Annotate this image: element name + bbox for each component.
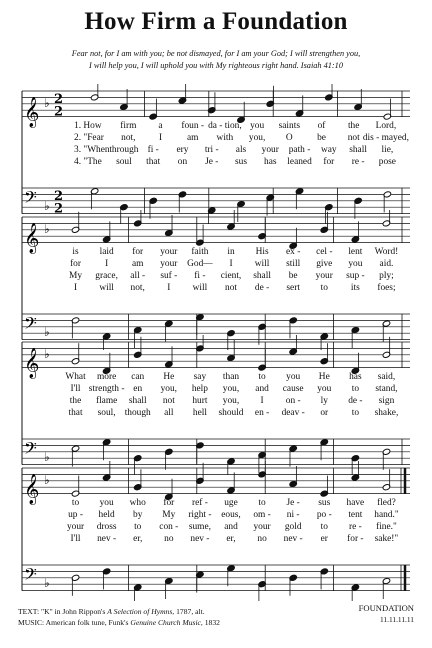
lyric-syllable: O — [285, 133, 293, 143]
lyric-syllable: nev - — [283, 534, 303, 544]
lyric-syllable: re - — [348, 522, 362, 532]
lyric-syllable: lie, — [381, 145, 394, 155]
lyric-syllable: cause — [282, 384, 304, 394]
lyric-syllable: shall — [253, 271, 271, 281]
lyric-syllable: help — [191, 384, 208, 394]
lyric-syllable: 2. "Fear — [74, 133, 104, 143]
lyric-syllable: I — [158, 133, 163, 143]
lyric-syllable: fi - — [194, 271, 206, 281]
tune-name: FOUNDATION — [358, 603, 414, 613]
lyric-syllable: shake, — [374, 408, 399, 418]
lyric-syllable: sup - — [346, 271, 365, 281]
flat-key-signature-icon: ♭ — [44, 221, 50, 236]
lyric-syllable: Lord, — [375, 121, 397, 131]
lyric-syllable: more — [96, 372, 117, 382]
lyric-syllable: that — [68, 408, 83, 418]
lyric-syllable: you — [99, 498, 114, 508]
lyric-syllable: ly — [320, 396, 328, 406]
lyric-syllable: sume, — [188, 522, 211, 532]
lyric-syllable: grace, — [95, 271, 118, 281]
lyric-syllable: am — [131, 259, 144, 269]
bass-clef-icon: 𝄢 — [24, 186, 37, 211]
lyric-syllable: you, — [222, 384, 240, 394]
lyric-syllable: for — [70, 259, 81, 269]
lyric-syllable: 4. "The — [74, 157, 102, 167]
hymn-title: How Firm a Foundation — [84, 8, 348, 35]
lyric-syllable: de - — [254, 283, 270, 293]
lyric-syllable: suf - — [160, 271, 178, 281]
lyric-syllable: have — [346, 498, 365, 508]
lyric-syllable: am — [186, 133, 199, 143]
lyric-syllable: en - — [254, 408, 270, 418]
lyric-syllable: 3. "When — [74, 145, 110, 155]
lyric-syllable: nev - — [97, 534, 117, 544]
lyric-syllable: foes; — [377, 283, 396, 293]
lyric-syllable: in — [227, 247, 235, 257]
lyric-syllable: ref - — [191, 498, 208, 508]
flat-key-signature-icon: ♭ — [44, 95, 50, 110]
lyric-syllable: hand." — [374, 510, 399, 520]
treble-clef-icon: 𝄞 — [24, 97, 40, 128]
epigraph-line-2: I will help you, I will uphold you with My righteous right hand. Isaiah 41:10 — [89, 61, 343, 70]
lyric-syllable: I — [73, 283, 78, 293]
lyric-syllable: on — [177, 157, 188, 167]
lyric-syllable: can — [131, 372, 145, 382]
lyric-syllable: and — [255, 384, 269, 394]
lyric-syllable: fine." — [376, 522, 397, 532]
lyric-syllable: nev - — [190, 534, 210, 544]
lyric-syllable: sign — [378, 396, 395, 406]
bass-clef-icon: 𝄢 — [24, 563, 37, 588]
lyric-syllable: shall — [128, 396, 147, 406]
lyric-syllable: My — [69, 271, 83, 281]
lyric-syllable: to — [134, 522, 142, 532]
time-signature-bottom: 2 — [54, 104, 64, 120]
lyric-syllable: I'll — [70, 534, 81, 544]
lyric-syllable: your — [66, 522, 85, 532]
treble-clef-icon: 𝄞 — [24, 348, 40, 379]
lyric-syllable: eous, — [221, 510, 241, 520]
lyric-syllable: ex - — [286, 247, 301, 257]
lyric-syllable: sus — [235, 157, 247, 167]
lyric-syllable: strength - — [88, 384, 125, 394]
lyric-syllable: om - — [253, 510, 271, 520]
lyric-syllable: foun - — [181, 121, 205, 131]
time-signature-top: 2 — [54, 188, 64, 204]
lyric-syllable: Je - — [205, 157, 219, 167]
credits-block — [18, 606, 220, 628]
lyric-syllable: up - — [68, 510, 83, 520]
lyric-syllable: for - — [347, 534, 364, 544]
lyric-syllable: with — [216, 133, 234, 143]
lyric-syllable: not — [225, 283, 237, 293]
lyric-syllable: He — [318, 372, 330, 382]
lyric-syllable: gold — [284, 522, 302, 532]
lyric-syllable: is — [72, 247, 79, 257]
treble-clef-icon: 𝄞 — [24, 223, 40, 254]
flat-key-signature-icon: ♭ — [44, 472, 50, 487]
flat-key-signature-icon: ♭ — [44, 576, 50, 591]
lyric-syllable: to — [258, 372, 266, 382]
lyric-syllable: stand, — [375, 384, 398, 394]
lyric-syllable: I — [229, 259, 233, 269]
lyric-syllable: not, — [130, 283, 145, 293]
lyric-syllable: held — [98, 510, 115, 520]
flat-key-signature-icon: ♭ — [44, 450, 50, 465]
lyric-syllable: soul — [116, 157, 132, 167]
lyric-syllable: not — [347, 133, 360, 143]
staff-svg — [0, 335, 432, 475]
lyric-syllable: for — [323, 157, 335, 167]
lyric-syllable: shall — [349, 145, 367, 155]
lyric-syllable: for — [132, 247, 144, 257]
lyric-syllable: to — [351, 408, 360, 418]
lyric-syllable: not — [162, 396, 175, 406]
lyric-syllable: er — [320, 534, 328, 544]
lyric-syllable: fled? — [377, 498, 396, 508]
lyric-syllable: He — [163, 372, 175, 382]
lyric-syllable: po - — [316, 510, 332, 520]
lyric-syllable: for — [163, 498, 175, 508]
lyric-syllable: will — [254, 259, 270, 269]
flat-key-signature-icon: ♭ — [44, 346, 50, 361]
lyric-syllable: say — [193, 372, 207, 382]
lyric-syllable: deav - — [281, 408, 305, 418]
lyric-syllable: than — [222, 372, 240, 382]
tune-info — [359, 603, 414, 625]
lyric-syllable: to — [320, 522, 328, 532]
lyric-syllable: all - — [130, 271, 146, 281]
lyric-syllable: to — [320, 283, 328, 293]
lyric-syllable: you — [286, 372, 301, 382]
lyric-syllable: flame — [95, 396, 118, 406]
lyric-syllable: soul, — [97, 408, 116, 418]
lyric-syllable: no — [164, 534, 174, 544]
lyric-syllable: 1. How — [74, 121, 102, 131]
lyric-syllable: cient, — [220, 271, 242, 281]
lyric-syllable: the — [69, 396, 82, 406]
lyric-syllable: you — [348, 259, 363, 269]
lyric-syllable: its — [350, 283, 360, 293]
lyric-syllable: your — [160, 247, 178, 257]
epigraph-line-1: Fear not, for I am with you; be not dismayed, for I am your God; I will strengthen you, — [71, 49, 361, 58]
lyric-syllable: ery — [176, 145, 189, 155]
flat-key-signature-icon: ♭ — [44, 325, 50, 340]
lyric-syllable: you — [250, 121, 265, 131]
lyric-syllable: ni - — [286, 510, 300, 520]
lyric-syllable: cel - — [316, 247, 333, 257]
lyric-syllable: the — [347, 121, 360, 131]
lyric-syllable: said, — [377, 372, 396, 382]
lyric-syllable: still — [286, 259, 301, 269]
lyric-syllable: give — [316, 259, 333, 269]
lyric-syllable: of — [317, 121, 326, 131]
lyric-syllable: that — [146, 157, 161, 167]
lyric-syllable: on - — [285, 396, 301, 406]
lyric-syllable: your — [253, 522, 271, 532]
lyric-syllable: way — [321, 145, 337, 155]
lyric-syllable: be — [317, 133, 326, 143]
text-credit: TEXT: "K" in John Rippon's A Selection of Hymns, 1787, alt. — [18, 607, 205, 616]
lyric-syllable: firm — [120, 121, 137, 131]
lyric-syllable: saints — [278, 121, 300, 131]
lyric-syllable: your — [261, 145, 279, 155]
lyric-syllable: con - — [159, 522, 179, 532]
lyric-syllable: laid — [99, 247, 114, 257]
lyric-syllable: to — [71, 498, 80, 508]
lyric-syllable: lent — [348, 247, 363, 257]
lyric-syllable: you, — [160, 384, 178, 394]
lyric-syllable: er, — [133, 534, 143, 544]
lyric-syllable: His — [255, 247, 269, 257]
lyric-syllable: hurt — [192, 396, 208, 406]
lyric-syllable: Je - — [286, 498, 300, 508]
lyric-syllable: you, — [222, 396, 240, 406]
lyric-syllable: path - — [288, 145, 311, 155]
lyric-syllable: right - — [188, 510, 212, 520]
lyric-syllable: tent — [348, 510, 363, 520]
lyric-syllable: de - — [348, 396, 363, 406]
lyric-syllable: I — [260, 396, 264, 406]
staff-svg — [0, 461, 432, 601]
lyric-syllable: da - tion, — [208, 121, 242, 131]
lyric-syllable: you — [317, 384, 332, 394]
lyric-syllable: dis - mayed, — [362, 133, 409, 143]
lyric-syllable: fi - — [147, 145, 159, 155]
lyric-syllable: has — [264, 157, 277, 167]
lyric-syllable: a — [158, 121, 163, 131]
lyric-syllable: or — [320, 408, 329, 418]
staff-svg — [0, 210, 432, 350]
lyric-syllable: pose — [378, 157, 396, 167]
lyric-syllable: has — [349, 372, 362, 382]
lyric-syllable: I'll — [70, 384, 81, 394]
time-signature-bottom: 2 — [54, 201, 64, 217]
lyric-syllable: en — [133, 384, 143, 394]
lyric-syllable: What — [65, 372, 86, 382]
lyric-syllable: by — [133, 510, 143, 520]
lyric-syllable: leaned — [287, 157, 312, 167]
lyric-syllable: sert — [286, 283, 300, 293]
lyric-syllable: through — [109, 145, 139, 155]
lyric-syllable: dross — [96, 522, 117, 532]
lyric-syllable: your — [160, 259, 178, 269]
lyric-syllable: your — [315, 271, 333, 281]
music-system — [0, 461, 432, 611]
lyric-syllable: I — [105, 259, 109, 269]
lyric-syllable: uge — [224, 498, 238, 508]
bass-clef-icon: 𝄢 — [24, 312, 37, 337]
treble-clef-icon: 𝄞 — [24, 474, 40, 505]
lyric-syllable: all — [164, 408, 174, 418]
lyric-syllable: re - — [351, 157, 365, 167]
meter: 11.11.11.11 — [379, 615, 414, 624]
lyric-syllable: ply; — [379, 271, 394, 281]
lyric-syllable: My — [162, 510, 176, 520]
lyric-syllable: to — [351, 384, 360, 394]
lyric-syllable: to — [258, 498, 266, 508]
lyric-syllable: not, — [121, 133, 136, 143]
lyric-syllable: tri - — [204, 145, 219, 155]
time-signature-top: 2 — [54, 91, 64, 107]
lyric-syllable: aid. — [379, 259, 394, 269]
lyric-syllable: will — [99, 283, 114, 293]
lyric-syllable: als — [235, 145, 247, 155]
lyric-syllable: and — [224, 522, 238, 532]
lyric-syllable: hell — [192, 408, 207, 418]
lyric-syllable: though — [124, 408, 151, 418]
flat-key-signature-icon: ♭ — [44, 199, 50, 214]
lyric-syllable: God— — [187, 259, 213, 269]
lyric-syllable: sus — [318, 498, 331, 508]
music-credit: MUSIC: American folk tune, Funk's Genuine Church Music, 1832 — [18, 618, 220, 627]
lyric-syllable: Word! — [374, 247, 399, 257]
lyric-syllable: er, — [226, 534, 236, 544]
lyric-syllable: be — [288, 271, 298, 281]
lyric-syllable: you, — [248, 133, 266, 143]
lyric-syllable: should — [218, 408, 244, 418]
lyric-syllable: who — [129, 498, 146, 508]
lyric-syllable: sake!" — [374, 534, 399, 544]
lyric-syllable: will — [192, 283, 208, 293]
bass-clef-icon: 𝄢 — [24, 437, 37, 462]
lyric-syllable: faith — [191, 247, 209, 257]
lyric-syllable: I — [167, 283, 171, 293]
lyric-syllable: no — [257, 534, 267, 544]
